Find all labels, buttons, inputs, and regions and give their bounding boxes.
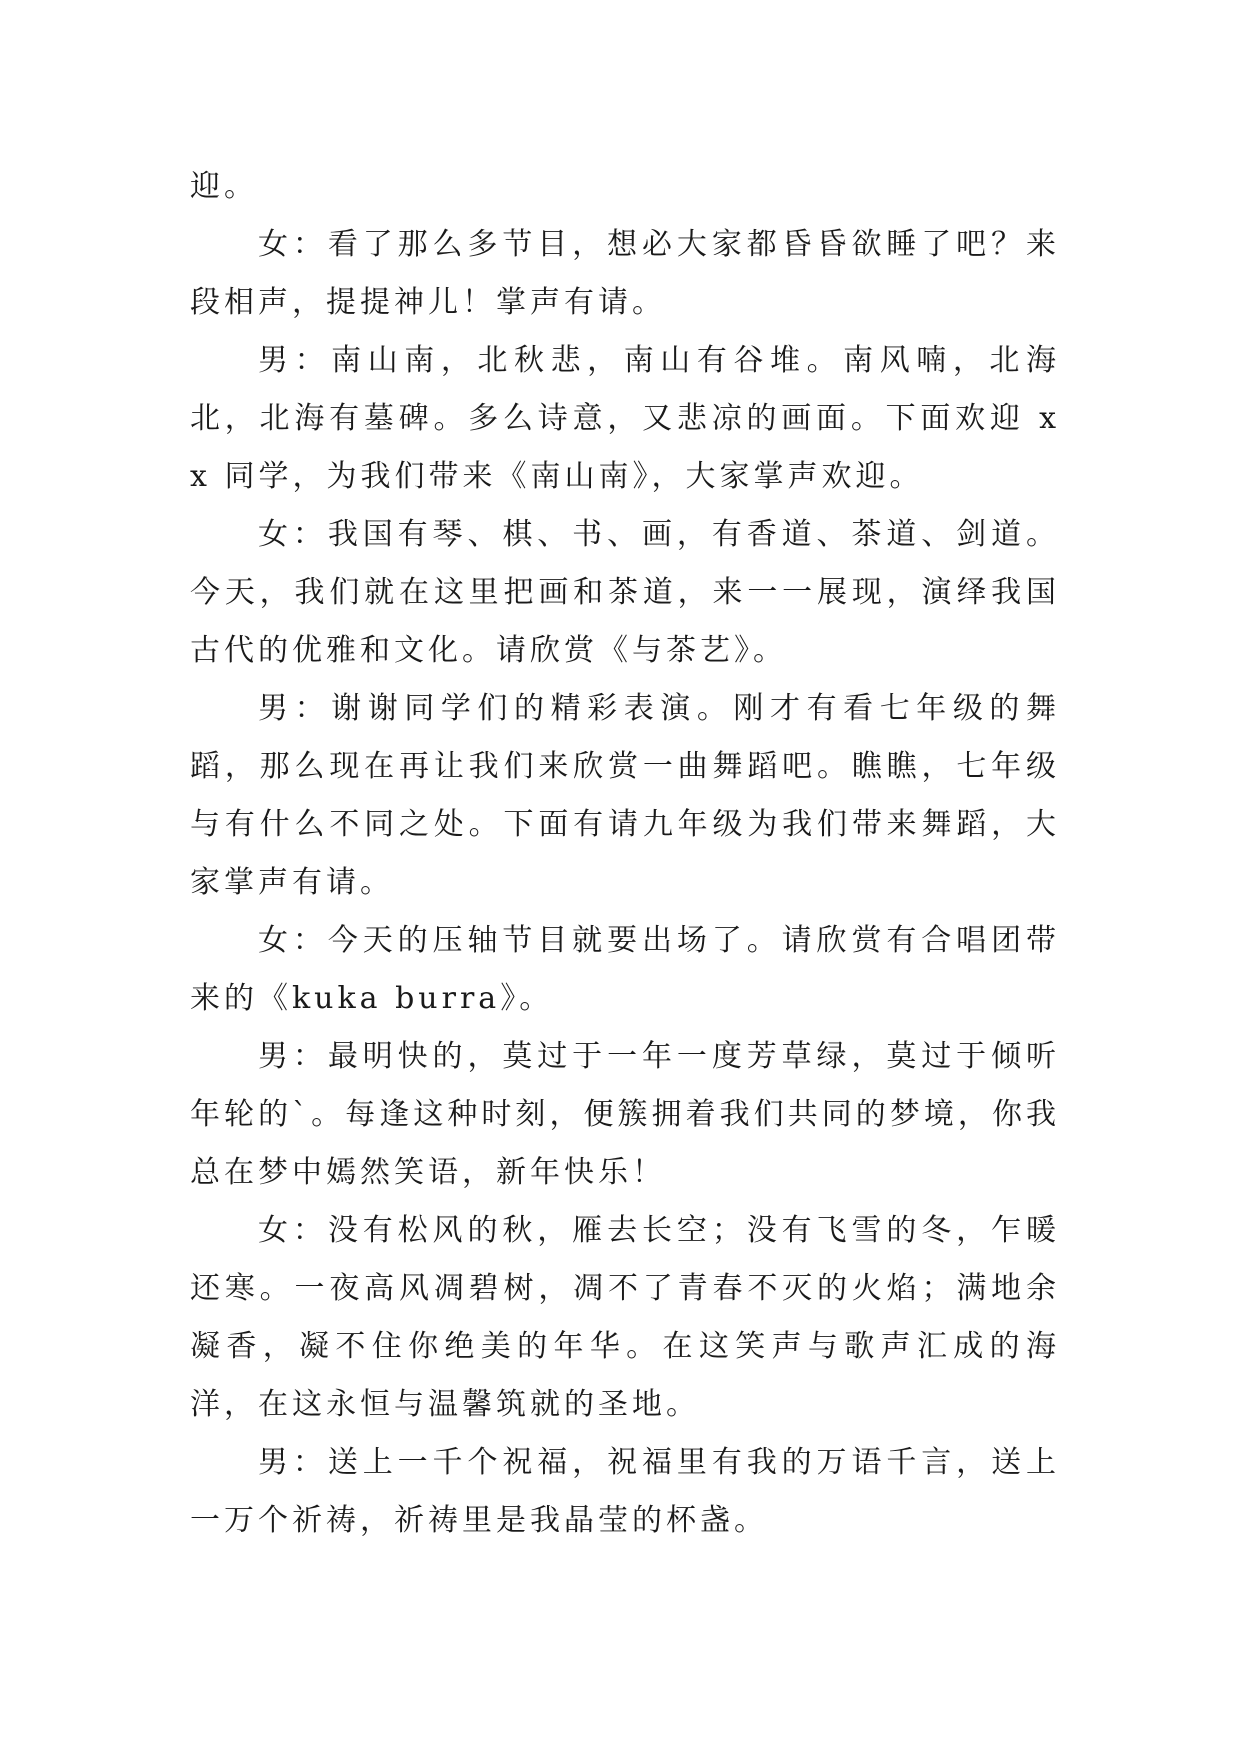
paragraph: 男：南山南，北秋悲，南山有谷堆。南风喃，北海北，北海有墓碑。多么诗意，又悲凉的画面。下面欢迎 xx 同学，为我们带来《南山南》，大家掌声欢迎。 <box>190 343 1060 494</box>
paragraph: 女：我国有琴、棋、书、画，有香道、茶道、剑道。今天，我们就在这里把画和茶道，来一一展现，演绎我国古代的优雅和文化。请欣赏《与茶艺》。 <box>190 517 1060 668</box>
paragraph: 女：没有松风的秋，雁去长空；没有飞雪的冬，乍暖还寒。一夜高风凋碧树，凋不了青春不灭的火焰；满地余凝香，凝不住你绝美的年华。在这笑声与歌声汇成的海洋，在这永恒与温馨筑就的圣地。 <box>190 1213 1060 1422</box>
paragraph-continuation: 迎。 <box>190 169 258 204</box>
paragraph: 女：今天的压轴节目就要出场了。请欣赏有合唱团带来的《kuka burra》。 <box>190 923 1060 1016</box>
paragraph: 女：看了那么多节目，想必大家都昏昏欲睡了吧？来段相声，提提神儿！掌声有请。 <box>190 227 1060 320</box>
paragraph: 男：送上一千个祝福，祝福里有我的万语千言，送上一万个祈祷，祈祷里是我晶莹的杯盏。 <box>190 1445 1060 1538</box>
paragraph: 男：谢谢同学们的精彩表演。刚才有看七年级的舞蹈，那么现在再让我们来欣赏一曲舞蹈吧。瞧瞧，七年级与有什么不同之处。下面有请九年级为我们带来舞蹈，大家掌声有请。 <box>190 691 1060 900</box>
document-body <box>190 158 1060 1550</box>
paragraph: 男：最明快的，莫过于一年一度芳草绿，莫过于倾听年轮的`。每逢这种时刻，便簇拥着我们共同的梦境，你我总在梦中嫣然笑语，新年快乐！ <box>190 1039 1060 1190</box>
